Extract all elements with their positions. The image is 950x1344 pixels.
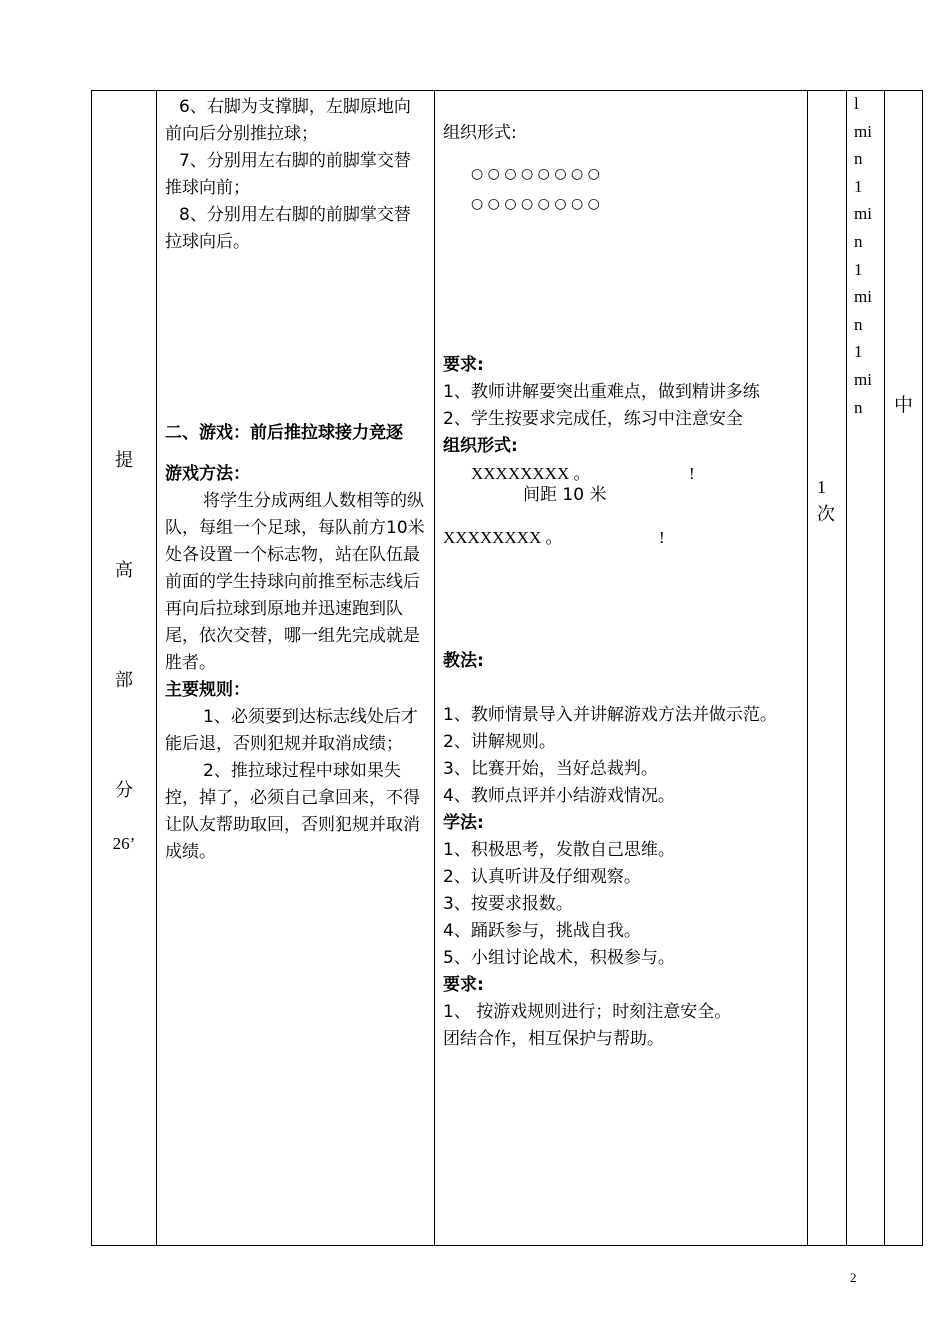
form-label: 组织形式:: [443, 436, 518, 456]
team-row: XXXXXXXX 。: [471, 464, 591, 483]
method-text: 将学生分成两组人数相等的纵队，每组一个足球，每队前方10米处各设置一个标志物，站在队伍最前面的学生持球向前推至标志线后再向后拉球到原地并迅速跑到队尾，依次交替，哪一组先完成就是胜者。: [165, 491, 425, 673]
teach-item: 1、教师情景导入并讲解游戏方法并做示范。: [443, 705, 777, 725]
team-row: XXXXXXXX 。: [443, 528, 563, 547]
learn-item: 4、踊跃参与，挑战自我。: [443, 921, 641, 941]
duration-line: 1: [854, 259, 863, 279]
section-char: 高: [115, 560, 133, 581]
form-label: 组织形式:: [443, 123, 517, 143]
learn-heading: 学法:: [443, 813, 484, 833]
section-char: 部: [115, 670, 133, 691]
organization-column: [443, 120, 803, 218]
marker: !: [689, 464, 695, 483]
section-char: 分: [115, 780, 133, 801]
teach-item: 2、讲解规则。: [443, 732, 556, 752]
table-bottom-border: [91, 1245, 923, 1246]
page-number: 2: [850, 1270, 857, 1285]
duration-line: n: [854, 314, 863, 334]
require-item: 团结合作，相互保护与帮助。: [443, 1029, 664, 1049]
teach-item: 4、教师点评并小结游戏情况。: [443, 786, 675, 806]
step-item: 7、分别用左右脚的前脚掌交替推球向前；: [165, 151, 411, 198]
lesson-plan-table: [91, 90, 923, 1246]
team-diagram: [443, 520, 807, 560]
learn-item: 1、积极思考，发散自己思维。: [443, 840, 675, 860]
duration-line: n: [854, 231, 863, 251]
content-column: [165, 94, 427, 256]
method-heading: 游戏方法：: [165, 464, 250, 484]
teaching-methods: [443, 648, 797, 1053]
game-section: [165, 420, 427, 866]
column-border: [922, 90, 923, 1246]
count-number: 1: [817, 477, 826, 497]
require-item: 1、教师讲解要突出重难点，做到精讲多练: [443, 382, 760, 402]
require-item: 1、 按游戏规则进行；时刻注意安全。: [443, 1002, 732, 1022]
table-top-border: [91, 90, 923, 91]
count-cell: [817, 474, 845, 528]
count-unit: 次: [817, 504, 835, 525]
circle-row: ○ ○ ○ ○ ○ ○ ○ ○: [471, 196, 600, 212]
team-diagram: [443, 460, 807, 520]
duration-line: mi: [854, 287, 872, 307]
rules-heading: 主要规则：: [165, 680, 250, 700]
rule-item: 1、必须要到达标志线处后才能后退，否则犯规并取消成绩；: [165, 707, 418, 754]
duration-cell: [854, 90, 884, 421]
circle-row: ○ ○ ○ ○ ○ ○ ○ ○: [471, 166, 600, 182]
require-heading: 要求:: [443, 355, 484, 375]
duration-line: 1: [854, 342, 863, 362]
rule-item: 2、推拉球过程中球如果失控，掉了，必须自己拿回来，不得让队友帮助取回，否则犯规并取消成绩。: [165, 761, 420, 862]
game-title: 二、游戏：前后推拉球接力竞逐: [165, 423, 403, 443]
column-border: [807, 90, 808, 1246]
duration-line: l: [854, 94, 859, 113]
intensity-value: 中: [893, 394, 913, 416]
duration-line: mi: [854, 369, 872, 389]
duration-line: mi: [854, 204, 872, 224]
column-border: [846, 90, 847, 1246]
intensity-cell: [885, 392, 922, 419]
organization-requirements: [443, 352, 807, 560]
learn-item: 3、按要求报数。: [443, 894, 573, 914]
column-border: [884, 90, 885, 1246]
learn-item: 2、认真听讲及仔细观察。: [443, 867, 641, 887]
duration-line: n: [854, 149, 863, 169]
duration-line: mi: [854, 121, 872, 141]
step-item: 8、分别用左右脚的前脚掌交替拉球向后。: [165, 205, 411, 252]
marker: !: [659, 528, 665, 547]
step-item: 6、右脚为支撑脚，左脚原地向前向后分别推拉球；: [165, 97, 411, 144]
column-border: [434, 90, 435, 1246]
learn-item: 5、小组讨论战术，积极参与。: [443, 948, 675, 968]
teach-heading: 教法:: [443, 651, 484, 671]
distance-label: 间距 10 米: [523, 485, 607, 505]
section-time: 26’: [112, 834, 136, 853]
duration-line: 1: [854, 176, 863, 196]
teach-item: 3、比赛开始，当好总裁判。: [443, 759, 658, 779]
section-char: 提: [115, 450, 133, 471]
require-heading: 要求:: [443, 975, 484, 995]
duration-line: n: [854, 397, 863, 417]
require-item: 2、学生按要求完成任，练习中注意安全: [443, 409, 743, 429]
